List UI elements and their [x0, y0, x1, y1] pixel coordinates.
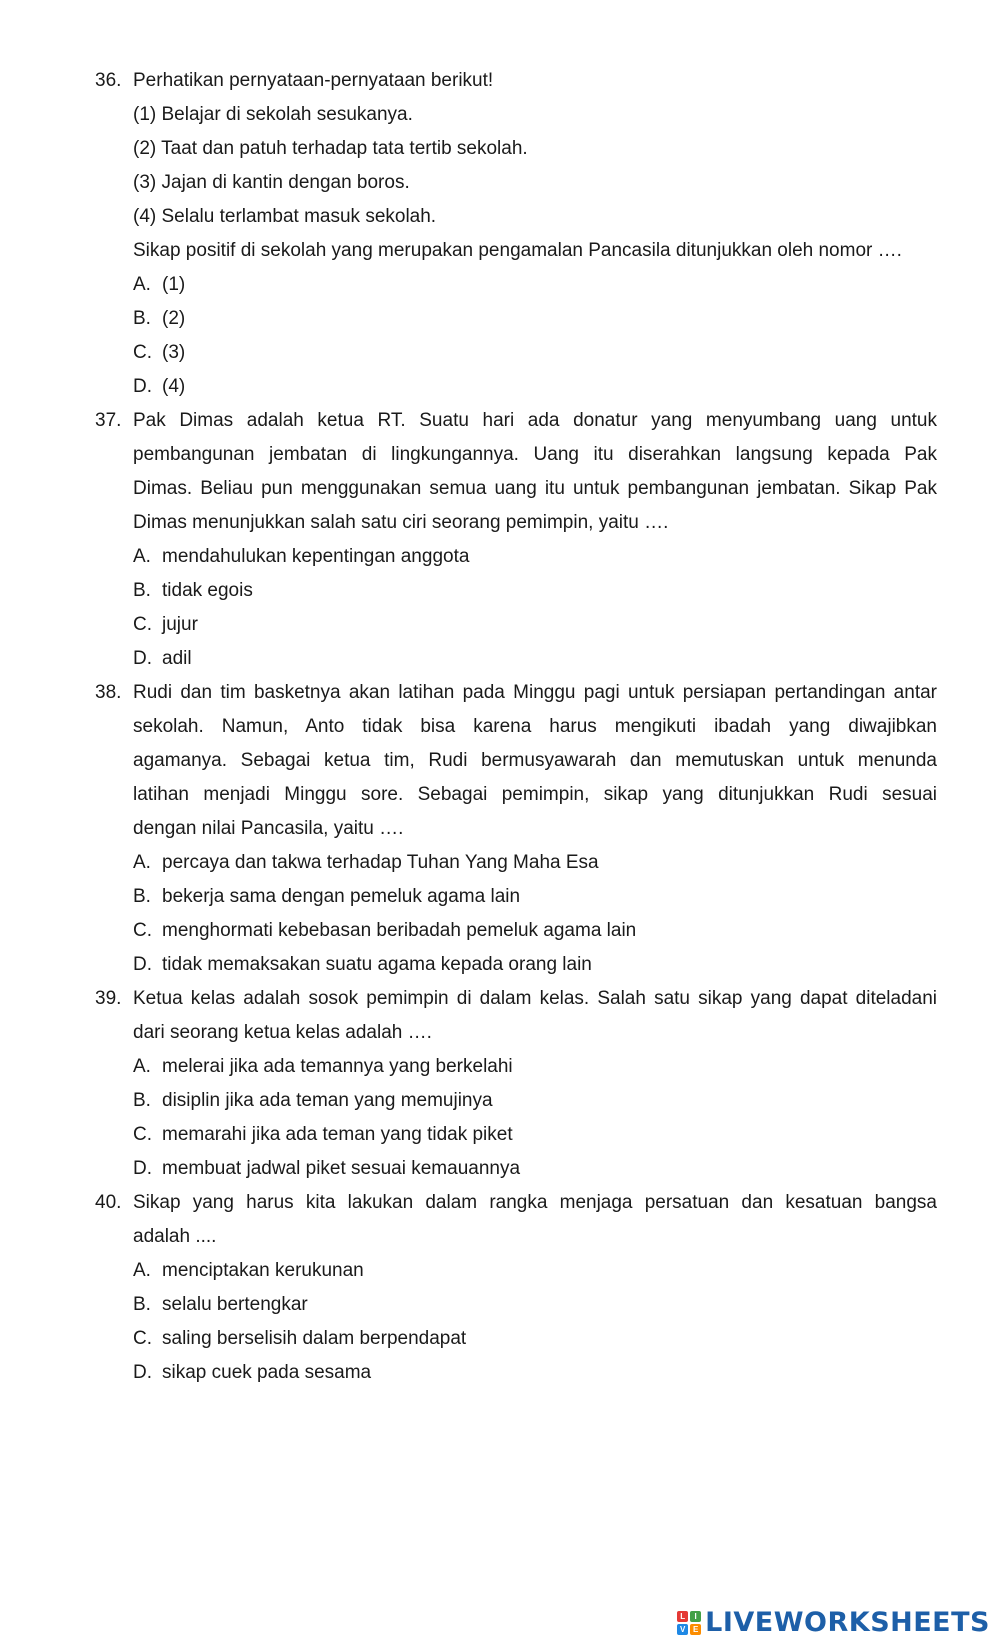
question-number: 40.	[95, 1192, 122, 1213]
option-letter: C.	[133, 614, 152, 635]
logo-mark-icon	[677, 1611, 701, 1635]
answer-option[interactable]	[0, 914, 1000, 948]
option-letter: A.	[133, 1260, 151, 1281]
option-letter: C.	[133, 1124, 152, 1145]
option-text: bekerja sama dengan pemeluk agama lain	[162, 886, 521, 907]
option-text: (3)	[162, 342, 186, 363]
option-text: selalu bertengkar	[162, 1294, 308, 1315]
option-letter: A.	[133, 546, 151, 567]
option-letter: D.	[133, 954, 152, 975]
option-letter: A.	[133, 1056, 151, 1077]
option-text: melerai jika ada temannya yang berkelahi	[162, 1056, 513, 1077]
option-letter: C.	[133, 342, 152, 363]
option-text: saling berselisih dalam berpendapat	[162, 1328, 467, 1349]
option-letter: D.	[133, 648, 152, 669]
question-number: 39.	[95, 988, 122, 1009]
option-letter: C.	[133, 920, 152, 941]
stem-line: Sikap yang harus kita lakukan dalam rangka menjaga persatuan dan kesatuan bangsa	[133, 1192, 937, 1213]
answer-option[interactable]	[0, 642, 1000, 676]
question-stem	[133, 404, 937, 540]
question-39	[0, 982, 1000, 1186]
option-text: menghormati kebebasan beribadah pemeluk agama lain	[162, 920, 637, 941]
answer-option[interactable]	[0, 1084, 1000, 1118]
stem-line: adalah ....	[133, 1226, 217, 1247]
option-letter: A.	[133, 852, 151, 873]
answer-option[interactable]	[0, 336, 1000, 370]
statement: (2) Taat dan patuh terhadap tata tertib sekolah.	[133, 138, 528, 159]
question-prompt: Sikap positif di sekolah yang merupakan pengamalan Pancasila ditunjukkan oleh nomor ….	[133, 240, 902, 261]
answer-option[interactable]	[0, 1322, 1000, 1356]
question-stem	[133, 1186, 937, 1254]
option-text: tidak memaksakan suatu agama kepada orang lain	[162, 954, 592, 975]
statement: (3) Jajan di kantin dengan boros.	[133, 172, 410, 193]
option-text: membuat jadwal piket sesuai kemauannya	[162, 1158, 521, 1179]
option-text: jujur	[162, 614, 198, 635]
option-text: (1)	[162, 274, 186, 295]
option-text: memarahi jika ada teman yang tidak piket	[162, 1124, 513, 1145]
question-stem: Perhatikan pernyataan-pernyataan berikut!	[133, 70, 494, 91]
answer-option[interactable]	[0, 1356, 1000, 1390]
option-letter: D.	[133, 376, 152, 397]
question-number: 37.	[95, 410, 122, 431]
option-text: tidak egois	[162, 580, 253, 601]
option-letter: B.	[133, 886, 151, 907]
option-letter: D.	[133, 1158, 152, 1179]
question-stem	[133, 982, 937, 1050]
stem-line: Rudi dan tim basketnya akan latihan pada Minggu pagi untuk persiapan pertandingan antar	[133, 682, 937, 703]
option-text: (2)	[162, 308, 186, 329]
brand-name: LIVEWORKSHEETS	[705, 1607, 990, 1638]
answer-option[interactable]	[0, 1254, 1000, 1288]
option-letter: B.	[133, 580, 151, 601]
answer-option[interactable]	[0, 370, 1000, 404]
answer-option[interactable]	[0, 1152, 1000, 1186]
option-text: disiplin jika ada teman yang memujinya	[162, 1090, 493, 1111]
answer-option[interactable]	[0, 1050, 1000, 1084]
stem-line: dengan nilai Pancasila, yaitu ….	[133, 818, 404, 839]
stem-line: sekolah. Namun, Anto tidak bisa karena harus mengikuti ibadah yang diwajibkan	[133, 716, 937, 737]
question-40	[0, 1186, 1000, 1390]
answer-option[interactable]	[0, 880, 1000, 914]
logo-tile: L	[677, 1611, 688, 1622]
question-number: 38.	[95, 682, 122, 703]
logo-tile: V	[677, 1624, 688, 1635]
question-stem	[133, 676, 937, 846]
stem-line: latihan menjadi Minggu sore. Sebagai pemimpin, sikap yang ditunjukkan Rudi sesuai	[133, 784, 937, 805]
option-text: menciptakan kerukunan	[162, 1260, 364, 1281]
stem-line: Ketua kelas adalah sosok pemimpin di dalam kelas. Salah satu sikap yang dapat diteladani	[133, 988, 937, 1009]
option-text: adil	[162, 648, 192, 669]
stem-line: Dimas menunjukkan salah satu ciri seorang pemimpin, yaitu ….	[133, 512, 669, 533]
option-letter: B.	[133, 308, 151, 329]
option-text: mendahulukan kepentingan anggota	[162, 546, 470, 567]
answer-option[interactable]	[0, 268, 1000, 302]
statement: (1) Belajar di sekolah sesukanya.	[133, 104, 413, 125]
stem-line: dari seorang ketua kelas adalah ….	[133, 1022, 432, 1043]
answer-option[interactable]	[0, 302, 1000, 336]
option-text: (4)	[162, 376, 186, 397]
logo-tile: I	[690, 1611, 701, 1622]
answer-option[interactable]	[0, 948, 1000, 982]
option-letter: D.	[133, 1362, 152, 1383]
stem-line: pembangunan jembatan di lingkungannya. Uang itu diserahkan langsung kepada Pak	[133, 444, 937, 465]
option-letter: B.	[133, 1294, 151, 1315]
question-38	[0, 676, 1000, 982]
answer-option[interactable]	[0, 1118, 1000, 1152]
stem-line: Pak Dimas adalah ketua RT. Suatu hari ada donatur yang menyumbang uang untuk	[133, 410, 937, 431]
question-37	[0, 404, 1000, 676]
logo-tile: E	[690, 1624, 701, 1635]
answer-option[interactable]	[0, 1288, 1000, 1322]
stem-line: Dimas. Beliau pun menggunakan semua uang itu untuk pembangunan jembatan. Sikap Pak	[133, 478, 937, 499]
option-letter: C.	[133, 1328, 152, 1349]
liveworksheets-logo[interactable]	[677, 1608, 990, 1638]
option-text: percaya dan takwa terhadap Tuhan Yang Maha Esa	[162, 852, 599, 873]
answer-option[interactable]	[0, 846, 1000, 880]
option-letter: A.	[133, 274, 151, 295]
answer-option[interactable]	[0, 540, 1000, 574]
option-text: sikap cuek pada sesama	[162, 1362, 372, 1383]
answer-option[interactable]	[0, 608, 1000, 642]
question-number: 36.	[95, 70, 122, 91]
option-letter: B.	[133, 1090, 151, 1111]
statement: (4) Selalu terlambat masuk sekolah.	[133, 206, 437, 227]
stem-line: agamanya. Sebagai ketua tim, Rudi bermusyawarah dan memutuskan untuk menunda	[133, 750, 937, 771]
question-36	[0, 64, 1000, 404]
answer-option[interactable]	[0, 574, 1000, 608]
